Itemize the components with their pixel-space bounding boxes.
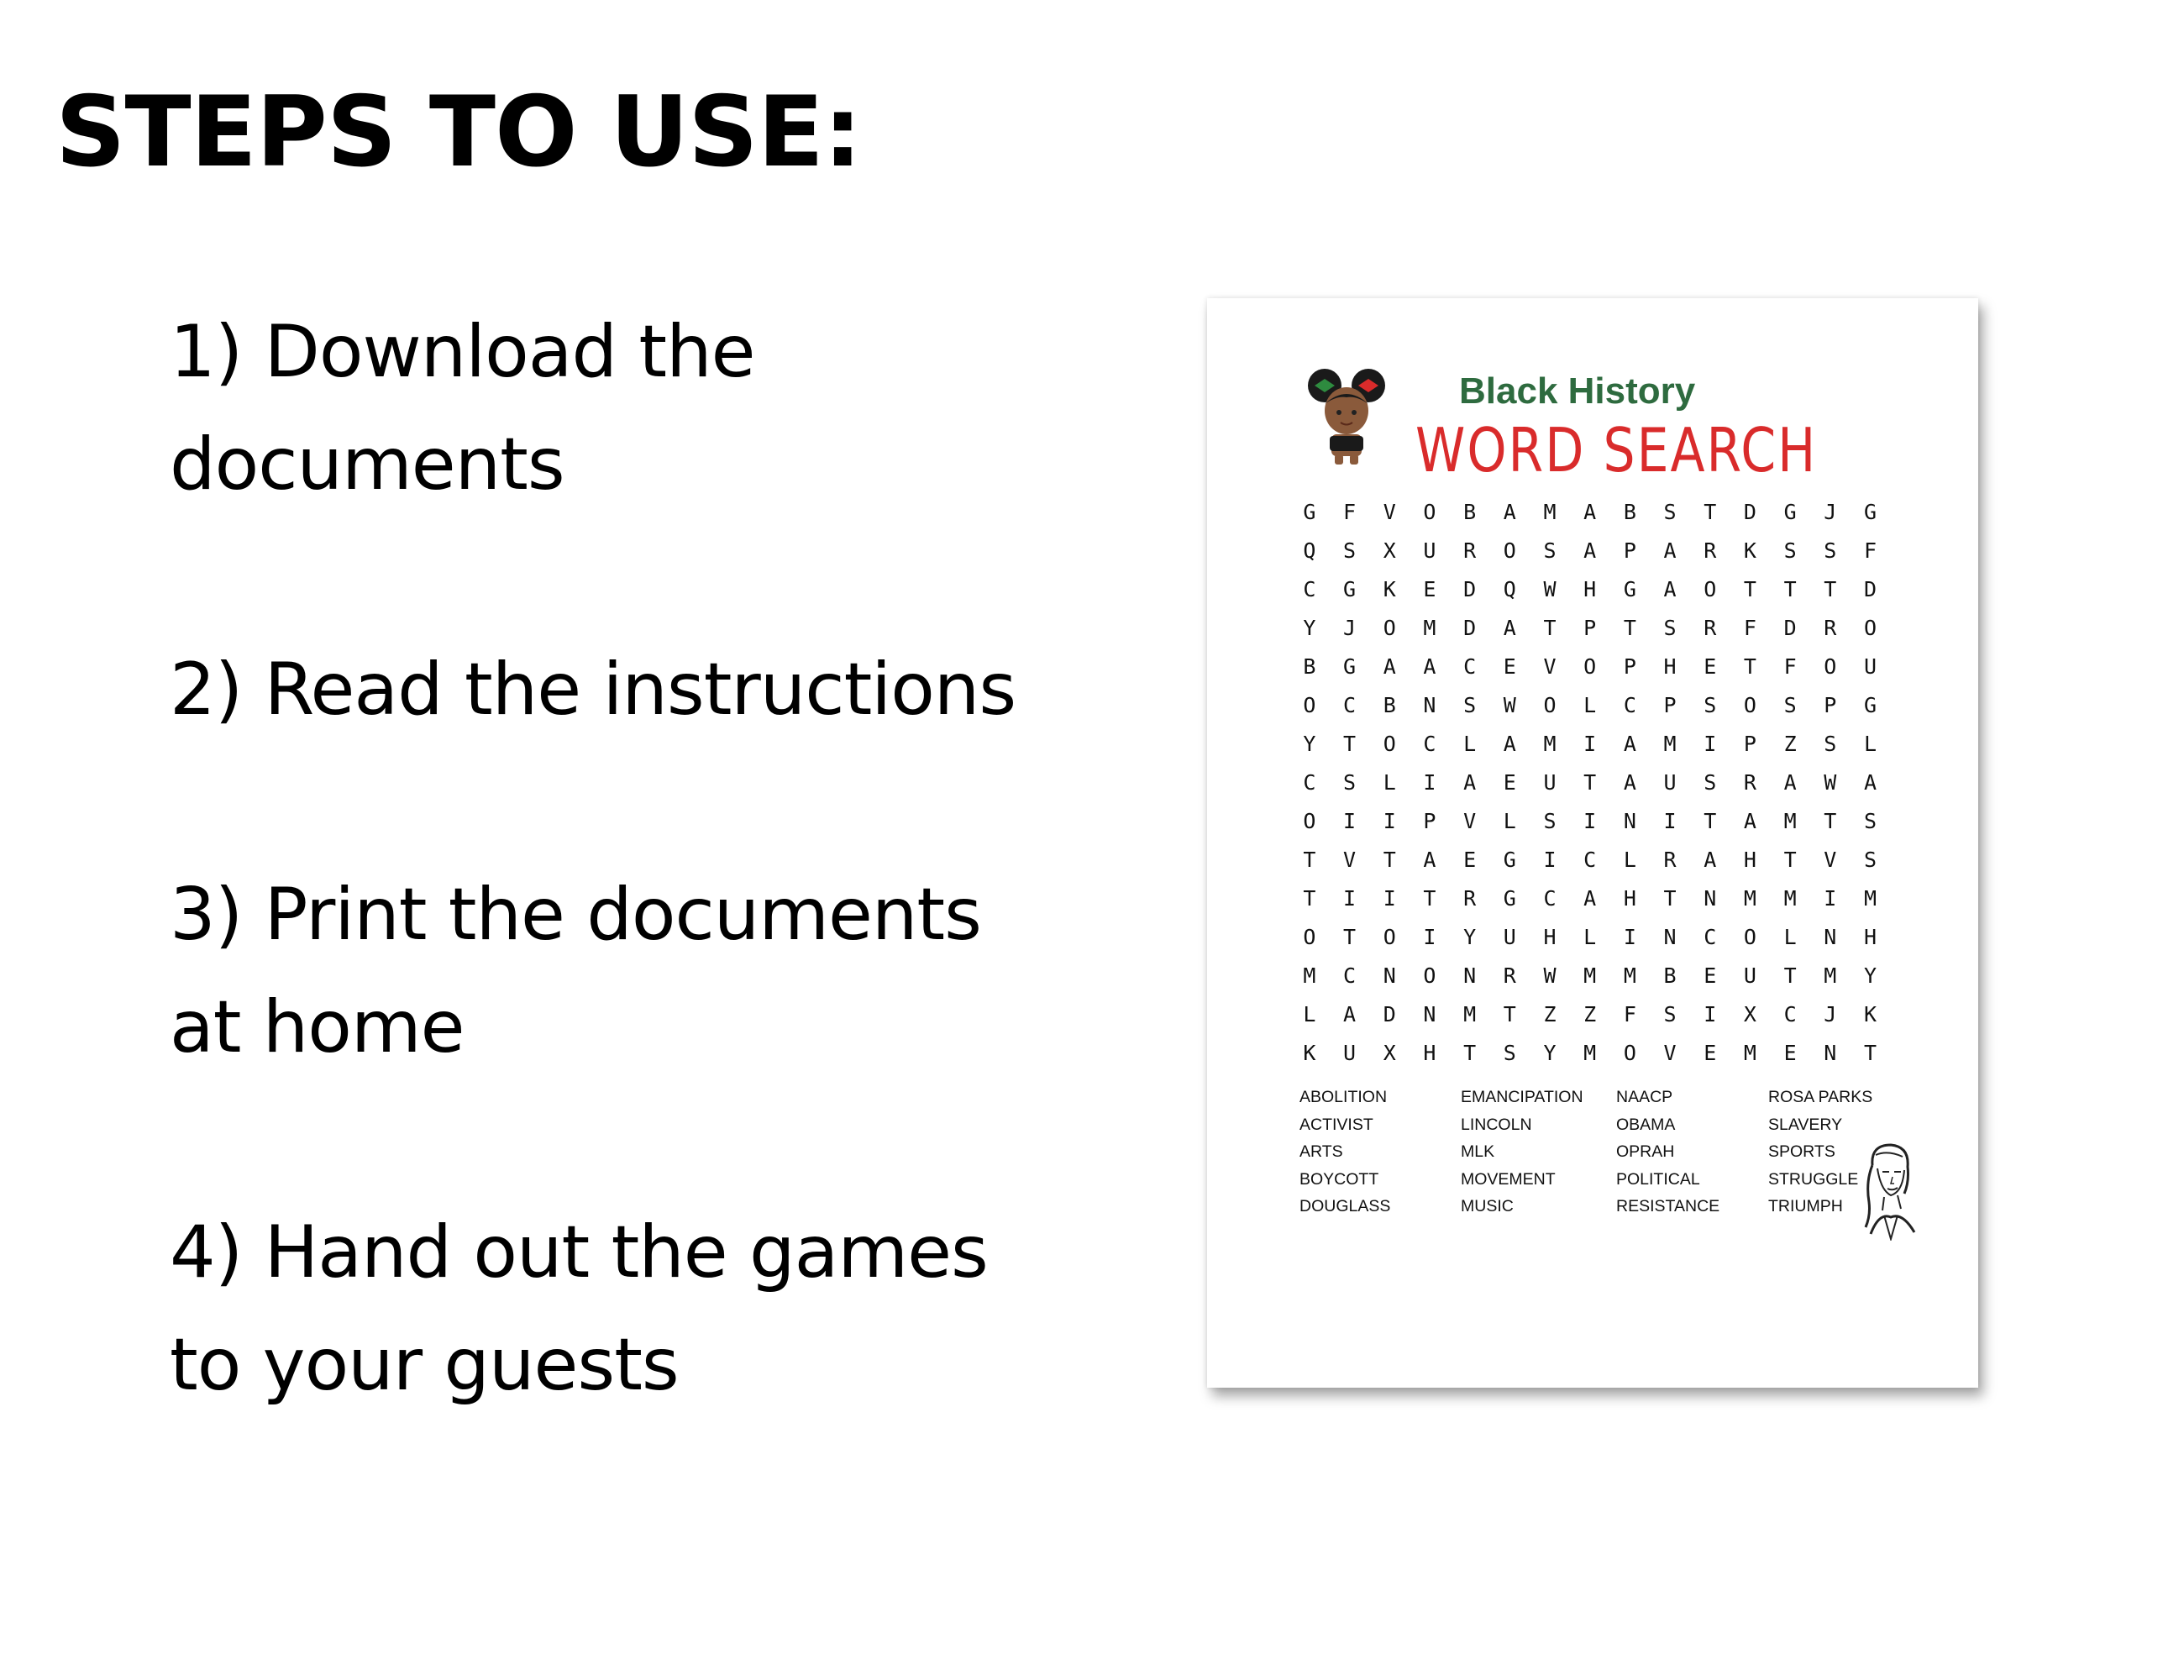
grid-cell: O [1503,538,1516,563]
word-item: OBAMA [1616,1115,1676,1134]
grid-cell: P [1583,616,1597,640]
grid-cell: G [1863,693,1877,717]
grid-cell: A [1663,538,1677,563]
step-line: 4) Hand out the games [170,1210,988,1294]
step-item [170,633,1136,746]
grid-cell: S [1343,538,1357,563]
grid-cell: L [1863,732,1877,756]
grid-cell: A [1704,848,1717,872]
grid-cell: O [1303,693,1316,717]
grid-cell: A [1423,848,1436,872]
grid-cell: N [1423,693,1436,717]
grid-cell: Y [1543,1041,1557,1065]
grid-cell: S [1824,732,1837,756]
grid-cell: C [1463,654,1477,679]
grid-cell: B [1623,500,1636,524]
grid-cell: U [1343,1041,1357,1065]
grid-cell: T [1704,500,1717,524]
word-item: ARTS [1299,1142,1343,1161]
grid-cell: D [1783,616,1797,640]
grid-cell: E [1463,848,1477,872]
grid-cell: M [1423,616,1436,640]
grid-cell: Y [1303,616,1316,640]
grid-cell: R [1704,538,1717,563]
grid-cell: A [1343,1002,1357,1026]
grid-cell: C [1303,577,1316,601]
grid-cell: T [1303,848,1316,872]
grid-cell: Y [1303,732,1316,756]
grid-cell: D [1463,616,1477,640]
grid-cell: S [1863,809,1877,833]
grid-cell: B [1383,693,1396,717]
grid-cell: S [1543,809,1557,833]
grid-cell: O [1623,1041,1636,1065]
grid-row [1289,841,1890,879]
grid-cell: T [1623,616,1636,640]
grid-cell: M [1663,732,1677,756]
grid-cell: O [1743,693,1756,717]
grid-cell: E [1783,1041,1797,1065]
grid-cell: D [1383,1002,1396,1026]
grid-cell: Y [1863,963,1877,988]
woman-portrait-icon [1854,1140,1921,1241]
grid-cell: T [1463,1041,1477,1065]
grid-cell: S [1783,538,1797,563]
grid-row [1289,995,1890,1034]
grid-row [1289,493,1890,532]
grid-cell: N [1383,963,1396,988]
grid-cell: R [1463,538,1477,563]
letter-grid [1289,493,1890,1073]
grid-cell: O [1303,925,1316,949]
grid-cell: T [1343,732,1357,756]
word-item: RESISTANCE [1616,1197,1720,1215]
grid-cell: O [1863,616,1877,640]
grid-cell: S [1543,538,1557,563]
grid-cell: S [1783,693,1797,717]
grid-cell: Q [1303,538,1316,563]
grid-cell: M [1743,886,1756,911]
grid-cell: E [1704,1041,1717,1065]
grid-cell: T [1503,1002,1516,1026]
grid-cell: N [1663,925,1677,949]
word-item: MUSIC [1461,1197,1514,1215]
grid-cell: T [1303,886,1316,911]
grid-cell: L [1783,925,1797,949]
grid-cell: M [1303,963,1316,988]
grid-cell: T [1783,848,1797,872]
step-item [170,858,1136,1084]
grid-cell: V [1343,848,1357,872]
grid-row [1289,957,1890,995]
grid-cell: N [1423,1002,1436,1026]
grid-cell: H [1863,925,1877,949]
grid-cell: D [1863,577,1877,601]
grid-cell: L [1383,770,1396,795]
grid-row [1289,648,1890,686]
puzzle-title-main: WORD SEARCH [1415,416,1818,486]
grid-cell: N [1824,1041,1837,1065]
grid-cell: F [1863,538,1877,563]
grid-cell: D [1463,577,1477,601]
grid-cell: R [1704,616,1717,640]
grid-cell: E [1704,963,1717,988]
grid-cell: P [1623,654,1636,679]
grid-cell: W [1503,693,1516,717]
grid-cell: I [1583,809,1597,833]
grid-cell: M [1783,809,1797,833]
grid-cell: P [1423,809,1436,833]
grid-cell: S [1704,770,1717,795]
grid-row [1289,918,1890,957]
grid-cell: S [1463,693,1477,717]
grid-cell: X [1383,538,1396,563]
grid-cell: E [1704,654,1717,679]
grid-cell: A [1583,500,1597,524]
grid-cell: C [1783,1002,1797,1026]
grid-cell: Z [1583,1002,1597,1026]
grid-cell: W [1543,577,1557,601]
grid-cell: P [1623,538,1636,563]
word-search-preview [1207,298,1978,1388]
grid-cell: M [1743,1041,1756,1065]
word-item: SLAVERY [1768,1115,1843,1134]
grid-cell: A [1583,538,1597,563]
grid-cell: E [1423,577,1436,601]
grid-row [1289,725,1890,764]
grid-cell: T [1824,809,1837,833]
grid-cell: O [1824,654,1837,679]
grid-row [1289,1034,1890,1073]
grid-cell: V [1824,848,1837,872]
word-item: DOUGLASS [1299,1197,1391,1215]
word-item: OPRAH [1616,1142,1675,1161]
word-item: ABOLITION [1299,1088,1388,1106]
grid-cell: G [1303,500,1316,524]
grid-cell: L [1303,1002,1316,1026]
grid-cell: O [1743,925,1756,949]
step-line: 1) Download the [170,310,755,394]
grid-cell: I [1824,886,1837,911]
grid-cell: T [1383,848,1396,872]
grid-cell: S [1863,848,1877,872]
grid-cell: T [1783,963,1797,988]
grid-cell: U [1863,654,1877,679]
grid-row [1289,532,1890,570]
grid-cell: F [1623,1002,1636,1026]
grid-cell: A [1623,770,1636,795]
word-item: MLK [1461,1142,1495,1161]
grid-cell: U [1743,963,1756,988]
grid-cell: T [1583,770,1597,795]
grid-cell: R [1503,963,1516,988]
grid-cell: U [1543,770,1557,795]
grid-cell: H [1623,886,1636,911]
grid-cell: N [1824,925,1837,949]
grid-cell: R [1743,770,1756,795]
grid-cell: M [1583,963,1597,988]
grid-cell: A [1863,770,1877,795]
grid-cell: G [1623,577,1636,601]
grid-cell: T [1863,1041,1877,1065]
grid-cell: A [1503,732,1516,756]
grid-cell: O [1303,809,1316,833]
grid-cell: O [1543,693,1557,717]
grid-cell: H [1743,848,1756,872]
grid-cell: F [1343,500,1357,524]
grid-cell: A [1503,500,1516,524]
grid-cell: V [1463,809,1477,833]
grid-cell: E [1503,770,1516,795]
word-item: SPORTS [1768,1142,1835,1161]
grid-row [1289,609,1890,648]
grid-cell: S [1824,538,1837,563]
grid-cell: L [1583,693,1597,717]
grid-cell: O [1383,732,1396,756]
grid-cell: G [1863,500,1877,524]
grid-cell: B [1663,963,1677,988]
grid-cell: P [1743,732,1756,756]
grid-row [1289,802,1890,841]
grid-cell: A [1423,654,1436,679]
word-item: MOVEMENT [1461,1169,1556,1189]
grid-cell: C [1704,925,1717,949]
grid-cell: A [1463,770,1477,795]
grid-cell: I [1583,732,1597,756]
grid-cell: C [1583,848,1597,872]
grid-cell: X [1383,1041,1396,1065]
grid-cell: V [1383,500,1396,524]
grid-cell: R [1663,848,1677,872]
grid-cell: T [1343,925,1357,949]
grid-cell: B [1463,500,1477,524]
grid-cell: I [1423,925,1436,949]
word-column [1616,1084,1768,1221]
grid-cell: L [1583,925,1597,949]
grid-cell: F [1743,616,1756,640]
grid-cell: K [1743,538,1756,563]
grid-cell: B [1303,654,1316,679]
grid-cell: V [1543,654,1557,679]
grid-cell: I [1663,809,1677,833]
grid-cell: W [1824,770,1837,795]
word-list [1299,1084,1903,1221]
grid-cell: A [1383,654,1396,679]
grid-cell: K [1863,1002,1877,1026]
step-line: documents [170,423,564,507]
word-item: LINCOLN [1461,1115,1532,1134]
grid-cell: M [1623,963,1636,988]
grid-cell: Y [1463,925,1477,949]
grid-cell: X [1743,1002,1756,1026]
steps-list [170,296,1136,1534]
word-column [1461,1084,1616,1221]
grid-cell: I [1343,886,1357,911]
grid-cell: K [1303,1041,1316,1065]
word-item: ACTIVIST [1299,1115,1373,1134]
grid-cell: P [1824,693,1837,717]
grid-cell: G [1343,577,1357,601]
grid-cell: G [1343,654,1357,679]
grid-cell: J [1824,500,1837,524]
grid-cell: W [1543,963,1557,988]
grid-cell: C [1543,886,1557,911]
grid-cell: O [1423,963,1436,988]
grid-cell: T [1663,886,1677,911]
grid-cell: G [1503,886,1516,911]
grid-cell: T [1743,577,1756,601]
word-column [1299,1084,1461,1221]
step-line: at home [170,985,465,1069]
step-item [170,1196,1136,1421]
grid-row [1289,764,1890,802]
grid-cell: T [1543,616,1557,640]
grid-cell: J [1343,616,1357,640]
grid-cell: M [1583,1041,1597,1065]
grid-cell: V [1663,1041,1677,1065]
word-item: TRIUMPH [1768,1197,1843,1215]
grid-cell: M [1863,886,1877,911]
puzzle-title-top: Black History [1459,370,1696,412]
grid-cell: A [1783,770,1797,795]
grid-cell: H [1423,1041,1436,1065]
grid-cell: L [1623,848,1636,872]
grid-cell: K [1383,577,1396,601]
step-item [170,296,1136,521]
grid-cell: N [1704,886,1717,911]
grid-cell: C [1423,732,1436,756]
grid-cell: M [1783,886,1797,911]
grid-cell: A [1743,809,1756,833]
grid-cell: C [1623,693,1636,717]
grid-cell: M [1463,1002,1477,1026]
grid-cell: E [1503,654,1516,679]
grid-cell: T [1423,886,1436,911]
word-item: STRUGGLE [1768,1169,1859,1189]
grid-cell: C [1303,770,1316,795]
grid-cell: T [1783,577,1797,601]
grid-cell: I [1623,925,1636,949]
grid-cell: I [1343,809,1357,833]
grid-cell: I [1704,732,1717,756]
word-item: NAACP [1616,1088,1673,1106]
grid-cell: H [1543,925,1557,949]
grid-cell: A [1663,577,1677,601]
grid-cell: O [1383,616,1396,640]
step-line: to your guests [170,1323,679,1407]
word-item: EMANCIPATION [1461,1088,1583,1106]
word-item: BOYCOTT [1299,1169,1379,1189]
grid-cell: I [1704,1002,1717,1026]
grid-row [1289,570,1890,609]
grid-cell: C [1343,963,1357,988]
grid-row [1289,879,1890,918]
girl-illustration-icon [1306,367,1387,466]
grid-cell: S [1663,1002,1677,1026]
step-line: 3) Print the documents [170,873,981,957]
grid-cell: I [1543,848,1557,872]
grid-cell: S [1503,1041,1516,1065]
grid-cell: H [1663,654,1677,679]
grid-cell: L [1463,732,1477,756]
step-line: 2) Read the instructions [170,648,1016,732]
grid-cell: O [1383,925,1396,949]
grid-cell: Q [1503,577,1516,601]
grid-cell: A [1503,616,1516,640]
grid-cell: G [1783,500,1797,524]
grid-cell: J [1824,1002,1837,1026]
grid-cell: O [1583,654,1597,679]
grid-cell: G [1503,848,1516,872]
grid-cell: O [1423,500,1436,524]
grid-cell: H [1583,577,1597,601]
word-item: ROSA PARKS [1768,1088,1873,1106]
grid-cell: Z [1783,732,1797,756]
grid-cell: S [1343,770,1357,795]
grid-cell: I [1423,770,1436,795]
grid-cell: A [1583,886,1597,911]
grid-cell: Z [1543,1002,1557,1026]
grid-cell: I [1383,886,1396,911]
grid-row [1289,686,1890,725]
grid-cell: F [1783,654,1797,679]
grid-cell: N [1623,809,1636,833]
grid-cell: P [1663,693,1677,717]
grid-cell: C [1343,693,1357,717]
grid-cell: S [1663,500,1677,524]
grid-cell: S [1704,693,1717,717]
grid-cell: U [1423,538,1436,563]
grid-cell: R [1463,886,1477,911]
page-heading: STEPS TO USE: [55,76,862,189]
word-item: POLITICAL [1616,1169,1700,1189]
grid-cell: M [1543,500,1557,524]
grid-cell: M [1824,963,1837,988]
grid-cell: T [1824,577,1837,601]
grid-cell: I [1383,809,1396,833]
grid-cell: L [1503,809,1516,833]
grid-cell: T [1704,809,1717,833]
grid-cell: N [1463,963,1477,988]
grid-cell: T [1743,654,1756,679]
grid-cell: A [1623,732,1636,756]
grid-cell: U [1663,770,1677,795]
grid-cell: O [1704,577,1717,601]
grid-cell: U [1503,925,1516,949]
grid-cell: R [1824,616,1837,640]
grid-cell: D [1743,500,1756,524]
grid-cell: M [1543,732,1557,756]
grid-cell: S [1663,616,1677,640]
